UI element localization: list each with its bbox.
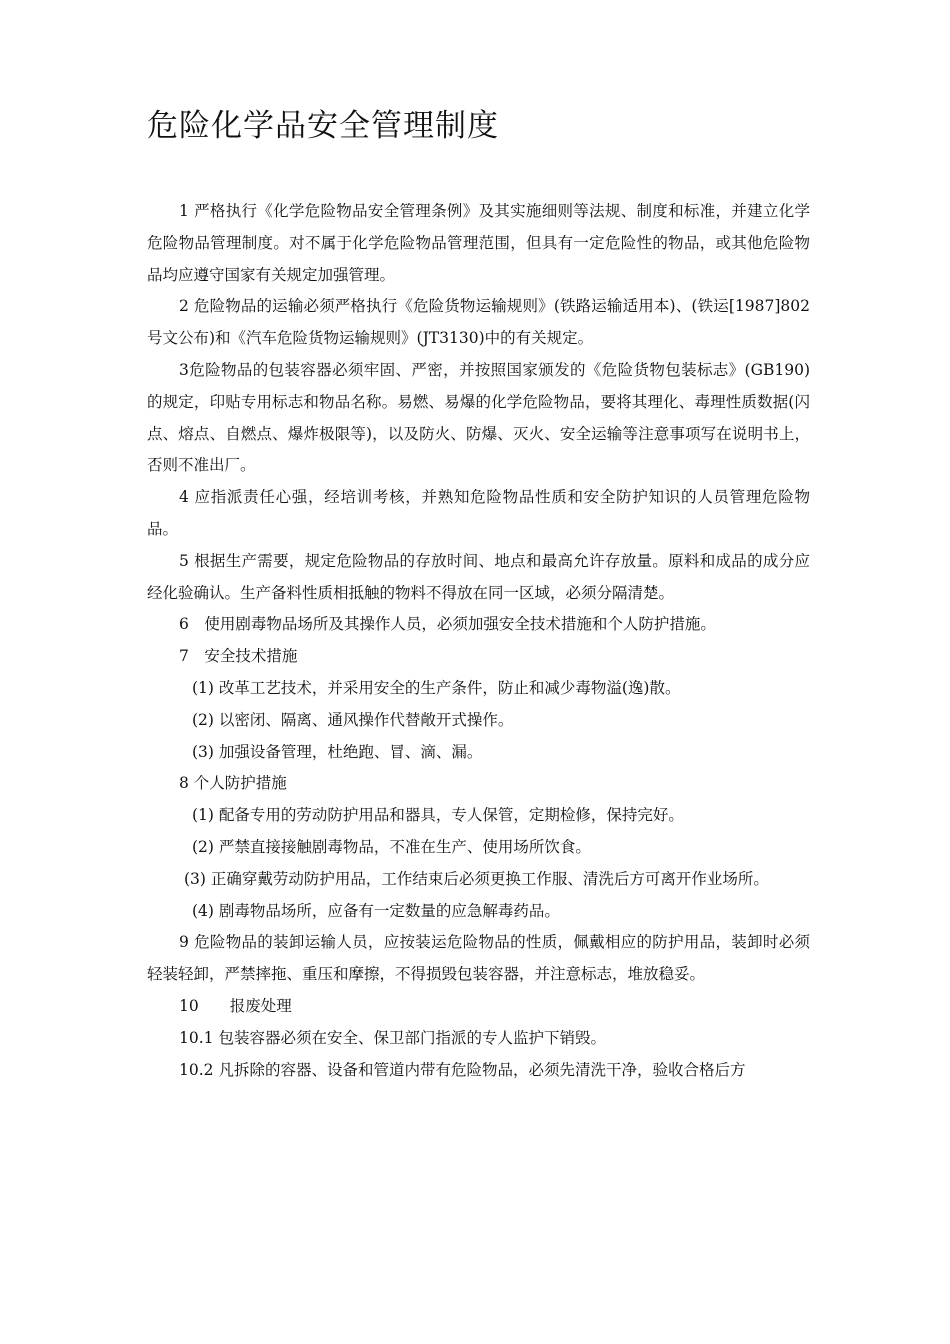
paragraph-2: 2 危险物品的运输必须严格执行《危险货物运输规则》(铁路运输适用本)、(铁运[1987]802号文公布)和《汽车危险货物运输规则》(JT3130)中的有关规定。 [147,297,810,348]
paragraph-3: 3危险物品的包装容器必须牢固、严密，并按照国家颁发的《危险货物包装标志》(GB190)的规定，印贴专用标志和物品名称。易燃、易爆的化学危险物品，要将其理化、毒理性质数据(闪点、熔点、自燃点、爆炸极限等)，以及防火、防爆、灭火、安全运输等注意事项写在说明书上，否则不准出厂。 [147,360,810,475]
paragraph-5: 5 根据生产需要，规定危险物品的存放时间、地点和最高允许存放量。原料和成品的成分应经化验确认。生产备料性质相抵触的物料不得放在同一区域，必须分隔清楚。 [147,551,810,602]
document-title: 危险化学品安全管理制度 [147,108,499,144]
paragraph-8-item-3: (3) 正确穿戴劳动防护用品，工作结束后必须更换工作服、清洗后方可离开作业场所。 [184,869,769,888]
paragraph-8-item-4: (4) 剧毒物品场所，应备有一定数量的应急解毒药品。 [192,901,560,920]
paragraph-10-1: 10.1 包装容器必须在安全、保卫部门指派的专人监护下销毁。 [179,1028,606,1047]
paragraph-10-2: 10.2 凡拆除的容器、设备和管道内带有危险物品，必须先清洗干净，验收合格后方 [179,1060,746,1079]
paragraph-7-heading: 7 安全技术措施 [179,647,298,666]
paragraph-8-item-2: (2) 严禁直接接触剧毒物品，不准在生产、使用场所饮食。 [192,837,591,856]
paragraph-7-item-3: (3) 加强设备管理，杜绝跑、冒、滴、漏。 [192,742,483,761]
paragraph-9: 9 危险物品的装卸运输人员，应按装运危险物品的性质，佩戴相应的防护用品，装卸时必须轻装轻卸，严禁摔拖、重压和摩擦，不得损毁包装容器，并注意标志，堆放稳妥。 [147,933,810,984]
paragraph-7-item-2: (2) 以密闭、隔离、通风操作代替敞开式操作。 [192,710,514,729]
paragraph-1: 1 严格执行《化学危险物品安全管理条例》及其实施细则等法规、制度和标准，并建立化学危险物品管理制度。对不属于化学危险物品管理范围，但具有一定危险性的物品，或其他危险物品均应遵守国家有关规定加强管理。 [147,202,810,284]
document-body [147,196,810,1086]
paragraph-10-heading: 10 报废处理 [179,996,292,1015]
paragraph-8-item-1: (1) 配备专用的劳动防护用品和器具，专人保管，定期检修，保持完好。 [192,806,684,825]
paragraph-6: 6 使用剧毒物品场所及其操作人员，必须加强安全技术措施和个人防护措施。 [179,615,716,634]
paragraph-8-heading: 8 个人防护措施 [179,774,287,793]
paragraph-4: 4 应指派责任心强，经培训考核，并熟知危险物品性质和安全防护知识的人员管理危险物品。 [147,488,810,538]
paragraph-7-item-1: (1) 改革工艺技术，并采用安全的生产条件，防止和减少毒物溢(逸)散。 [192,678,681,697]
